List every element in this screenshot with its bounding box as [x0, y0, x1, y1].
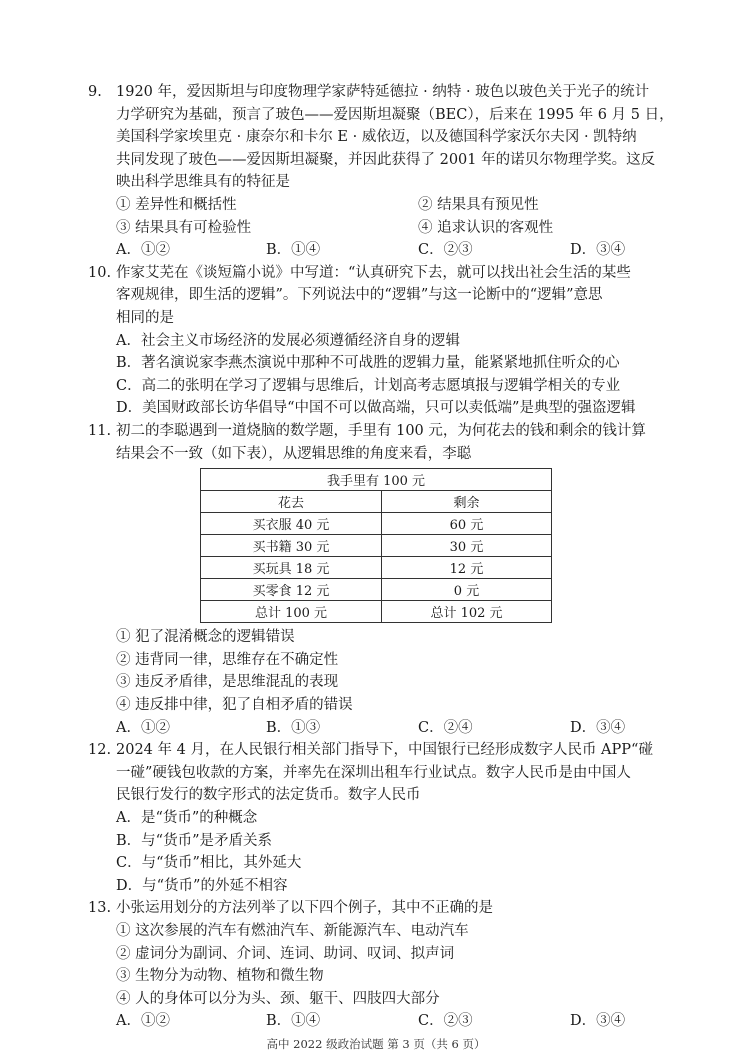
question-text-line: 力学研究为基础，预言了玻色——爱因斯坦凝聚（BEC），后来在 1995 年 6 月 5 日， — [116, 106, 674, 123]
question-text-line: 民银行发行的数字形式的法定货币。数字人民币 — [116, 787, 421, 804]
statement: ① 犯了混淆概念的逻辑错误 — [116, 629, 295, 646]
question-text-line: 相同的是 — [116, 310, 174, 326]
statement: ④ 人的身体可以分为头、颈、躯干、四肢四大部分 — [116, 990, 440, 1007]
option: D．③④ — [570, 719, 626, 736]
question-number: 13. — [88, 900, 112, 917]
table-cell: 60 元 — [382, 513, 552, 535]
option: D．与“货币”的外延不相容 — [116, 877, 288, 894]
option: B．①③ — [266, 719, 321, 736]
table-row — [201, 557, 552, 579]
option: B．①④ — [266, 1013, 321, 1030]
statement: ③ 生物分为动物、植物和微生物 — [116, 968, 324, 985]
statement: ② 结果具有预见性 — [418, 197, 539, 213]
option: B．著名演说家李燕杰演说中那种不可战胜的逻辑力量，能紧紧地抓住听众的心 — [116, 355, 620, 372]
option: D．③④ — [570, 1013, 626, 1030]
question-text-line: 映出科学思维具有的特征是 — [116, 174, 290, 191]
statement: ③ 结果具有可检验性 — [116, 219, 252, 236]
question-text-line: 结果会不一致（如下表），从逻辑思维的角度来看，李聪 — [116, 445, 472, 462]
question-number: 11. — [88, 423, 112, 439]
table-cell: 买零食 12 元 — [201, 579, 382, 601]
option: B．①④ — [266, 242, 321, 259]
question-text-line: 美国科学家埃里克 · 康奈尔和卡尔 E · 威依迈，以及德国科学家沃尔夫冈 · 凯特纳 — [116, 129, 637, 146]
statement: ④ 违反排中律，犯了自相矛盾的错误 — [116, 697, 353, 713]
table-cell: 12 元 — [382, 557, 552, 579]
spending-table — [200, 468, 552, 623]
option: C．②④ — [418, 719, 473, 736]
statement: ④ 追求认识的客观性 — [418, 219, 554, 236]
question-text-line: 2024 年 4 月，在人民银行相关部门指导下，中国银行已经形成数字人民币 APP“碰 — [116, 742, 653, 759]
question-text-line: 客观规律，即生活的逻辑”。下列说法中的“逻辑”与这一论断中的“逻辑”意思 — [116, 287, 603, 304]
table-cell: 0 元 — [382, 579, 552, 601]
table-header: 剩余 — [382, 491, 552, 513]
option: A．①② — [116, 1013, 170, 1030]
statement: ① 差异性和概括性 — [116, 197, 237, 213]
statement: ③ 违反矛盾律，是思维混乱的表现 — [116, 674, 339, 691]
option: C．与“货币”相比，其外延大 — [116, 855, 302, 872]
question-text-line: 共同发现了玻色——爱因斯坦凝聚，并因此获得了 2001 年的诺贝尔物理学奖。这反 — [116, 151, 656, 168]
table-cell: 买书籍 30 元 — [201, 535, 382, 557]
statement: ② 违背同一律，思维存在不确定性 — [116, 651, 339, 668]
question-number: 12. — [88, 742, 112, 759]
table-row — [201, 535, 552, 557]
table-row — [201, 579, 552, 601]
question-text-line: 小张运用划分的方法列举了以下四个例子，其中不正确的是 — [116, 900, 493, 917]
statement: ② 虚词分为副词、介词、连词、助词、叹词、拟声词 — [116, 945, 455, 962]
option: C．高二的张明在学习了逻辑与思维后，计划高考志愿填报与逻辑学相关的专业 — [116, 377, 621, 394]
option: C．②③ — [418, 242, 473, 259]
question-text-line: 1920 年，爱因斯坦与印度物理学家萨特延德拉 · 纳特 · 玻色以玻色关于光子的统计 — [116, 84, 650, 100]
question-text-line: 初二的李聪遇到一道烧脑的数学题，手里有 100 元，为何花去的钱和剩余的钱计算 — [116, 423, 646, 439]
question-number: 9. — [88, 84, 102, 100]
option: C．②③ — [418, 1013, 473, 1030]
table-cell: 买衣服 40 元 — [201, 513, 382, 535]
option: A．是“货币”的种概念 — [116, 810, 258, 826]
option: A．①② — [116, 719, 170, 736]
table-cell: 30 元 — [382, 535, 552, 557]
question-number: 10. — [88, 264, 112, 281]
option: D．③④ — [570, 242, 626, 259]
option: A．社会主义市场经济的发展必须遵循经济自身的逻辑 — [116, 332, 460, 349]
table-cell: 总计 102 元 — [382, 601, 552, 623]
table-header: 花去 — [201, 491, 382, 513]
table-cell: 总计 100 元 — [201, 601, 382, 623]
table-title: 我手里有 100 元 — [201, 469, 552, 491]
statement: ① 这次参展的汽车有燃油汽车、新能源汽车、电动汽车 — [116, 923, 469, 939]
table-row — [201, 601, 552, 623]
question-text-line: 一碰”硬钱包收款的方案，并率先在深圳出租车行业试点。数字人民币是由中国人 — [116, 764, 631, 781]
option: D．美国财政部长访华倡导“中国不可以做高端，只可以卖低端”是典型的强盗逻辑 — [116, 400, 636, 417]
table-cell: 买玩具 18 元 — [201, 557, 382, 579]
option: A．①② — [116, 242, 170, 259]
page-footer: 高中 2022 级政治试题 第 3 页（共 6 页） — [266, 1037, 486, 1051]
question-text-line: 作家艾芜在《谈短篇小说》中写道：“认真研究下去，就可以找出社会生活的某些 — [116, 264, 631, 281]
table-row — [201, 513, 552, 535]
option: B．与“货币”是矛盾关系 — [116, 832, 272, 849]
